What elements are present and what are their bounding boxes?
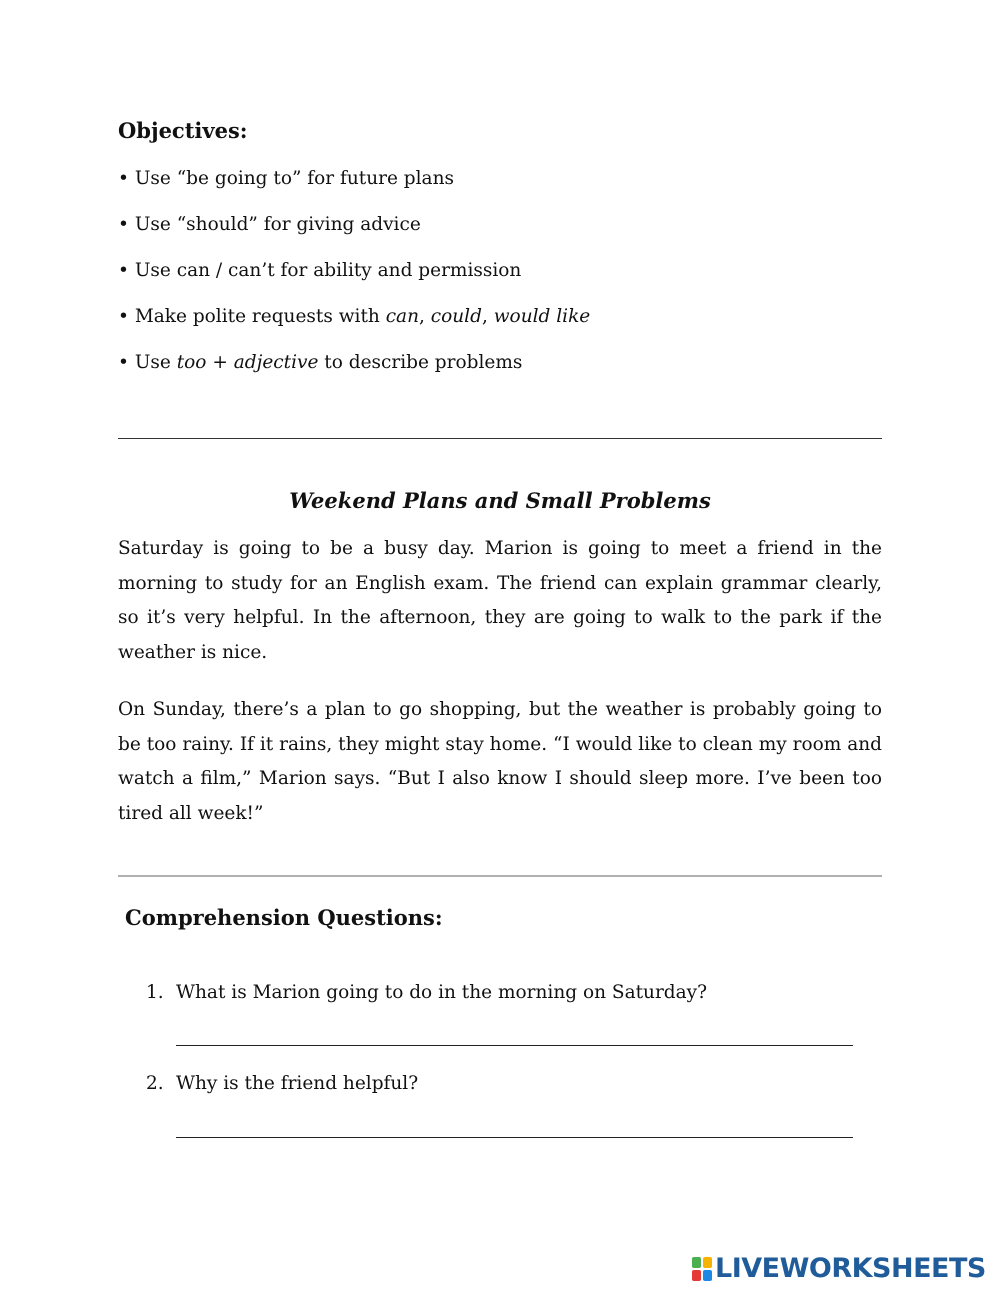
objective-text: to describe problems <box>318 352 523 373</box>
objective-text: Use “be going to” for future plans <box>134 168 454 189</box>
story-title: Weekend Plans and Small Problems <box>289 488 711 513</box>
objective-text-italic: too <box>176 352 207 373</box>
comprehension-heading: Comprehension Questions: <box>125 905 443 930</box>
bullet: • <box>118 260 129 281</box>
logo-square <box>703 1257 712 1268</box>
question-number: 1. <box>146 982 164 1003</box>
story-paragraph: Saturday is going to be a busy day. Marion is going to meet a friend in the morning to study for an English exam. The friend can explain grammar clearly, so it’s very helpful. In the afternoon, they are going to walk to the park if the weather is nice. <box>118 538 882 663</box>
section-divider <box>118 875 882 877</box>
logo-square <box>692 1270 701 1281</box>
section-divider <box>118 438 882 439</box>
objective-item <box>118 302 590 348</box>
bullet: • <box>118 214 129 235</box>
bullet: • <box>118 352 129 373</box>
objective-item <box>118 256 590 302</box>
objective-text-italic: adjective <box>233 352 319 373</box>
objective-text: Make polite requests with <box>134 306 386 327</box>
logo-square <box>692 1257 701 1268</box>
objective-item <box>118 164 590 210</box>
answer-line[interactable] <box>176 1045 853 1046</box>
bullet: • <box>118 168 129 189</box>
objective-text-italic: can <box>385 306 419 327</box>
objective-item <box>118 348 590 394</box>
bullet: • <box>118 306 129 327</box>
answer-line[interactable] <box>176 1137 853 1138</box>
liveworksheets-logo-icon <box>692 1257 712 1281</box>
question-text: What is Marion going to do in the morning on Saturday? <box>176 982 708 1003</box>
objective-item <box>118 210 590 256</box>
logo-text: LIVEWORKSHEETS <box>715 1253 986 1284</box>
objective-text: Use can / can’t for ability and permission <box>134 260 522 281</box>
objective-text-italic: would like <box>493 306 591 327</box>
objective-text: Use <box>134 352 177 373</box>
question-number: 2. <box>146 1073 164 1094</box>
objectives-list <box>118 164 590 394</box>
logo-square <box>703 1270 712 1281</box>
liveworksheets-logo <box>692 1254 986 1284</box>
objective-text-italic: could <box>430 306 482 327</box>
objective-text: , <box>481 306 494 327</box>
question-text: Why is the friend helpful? <box>176 1073 419 1094</box>
objectives-heading: Objectives: <box>118 118 248 143</box>
story-paragraph: On Sunday, there’s a plan to go shopping, but the weather is probably going to be too rainy. If it rains, they might stay home. “I would like to clean my room and watch a film,” Marion says. “But I also know I should sleep more. I’ve been too tired all week!” <box>118 699 882 824</box>
objective-text: Use “should” for giving advice <box>134 214 421 235</box>
objective-text: + <box>206 352 234 373</box>
objective-text: , <box>419 306 431 327</box>
